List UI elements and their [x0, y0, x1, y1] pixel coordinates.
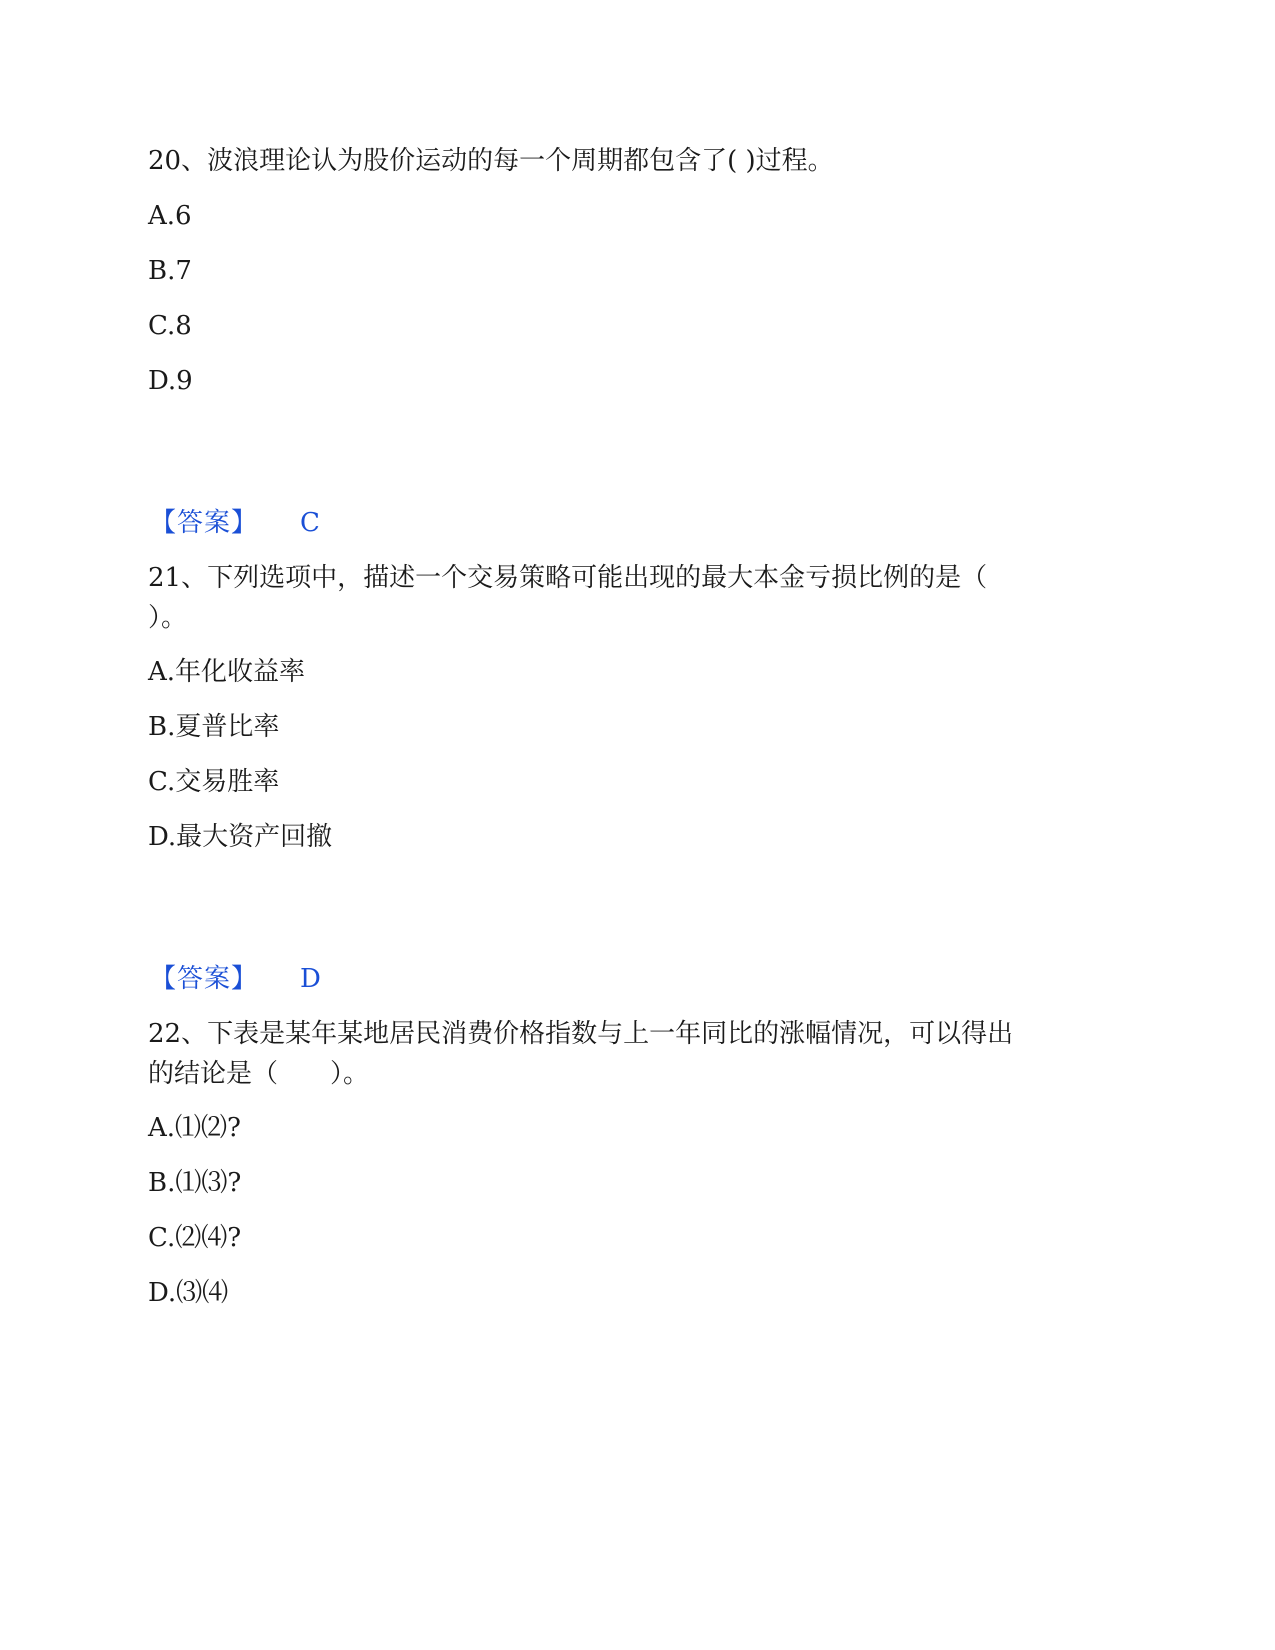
q20-option-a: A.6: [148, 201, 192, 231]
q22-stem-line1: 22、下表是某年某地居民消费价格指数与上一年同比的涨幅情况，可以得出: [148, 1019, 1014, 1049]
q21-answer-label: 【答案】: [150, 964, 259, 994]
q20-option-b: B.7: [148, 256, 192, 286]
q20-stem: 20、波浪理论认为股价运动的每一个周期都包含了( )过程。: [148, 146, 834, 176]
q22-stem-line2: 的结论是（ ）。: [148, 1059, 370, 1089]
q21-option-a: A.年化收益率: [148, 657, 306, 687]
q21-stem-line1: 21、下列选项中，描述一个交易策略可能出现的最大本金亏损比例的是（: [148, 563, 988, 593]
q22-option-b: B.⑴⑶?: [148, 1168, 242, 1198]
q21-answer-value: D: [300, 964, 321, 994]
q20-answer-label: 【答案】: [150, 508, 259, 538]
q21-option-c: C.交易胜率: [148, 767, 280, 797]
q21-option-b: B.夏普比率: [148, 712, 280, 742]
q21-option-d: D.最大资产回撤: [148, 822, 333, 852]
q20-answer-value: C: [300, 508, 320, 538]
q20-option-d: D.9: [148, 366, 193, 396]
q20-answer: [150, 508, 320, 538]
q21-answer: [150, 964, 321, 994]
q22-option-d: D.⑶⑷: [148, 1278, 229, 1308]
q21-stem-line2: ）。: [148, 603, 188, 633]
q20-option-c: C.8: [148, 311, 192, 341]
q22-option-a: A.⑴⑵?: [148, 1113, 241, 1143]
q22-option-c: C.⑵⑷?: [148, 1223, 242, 1253]
